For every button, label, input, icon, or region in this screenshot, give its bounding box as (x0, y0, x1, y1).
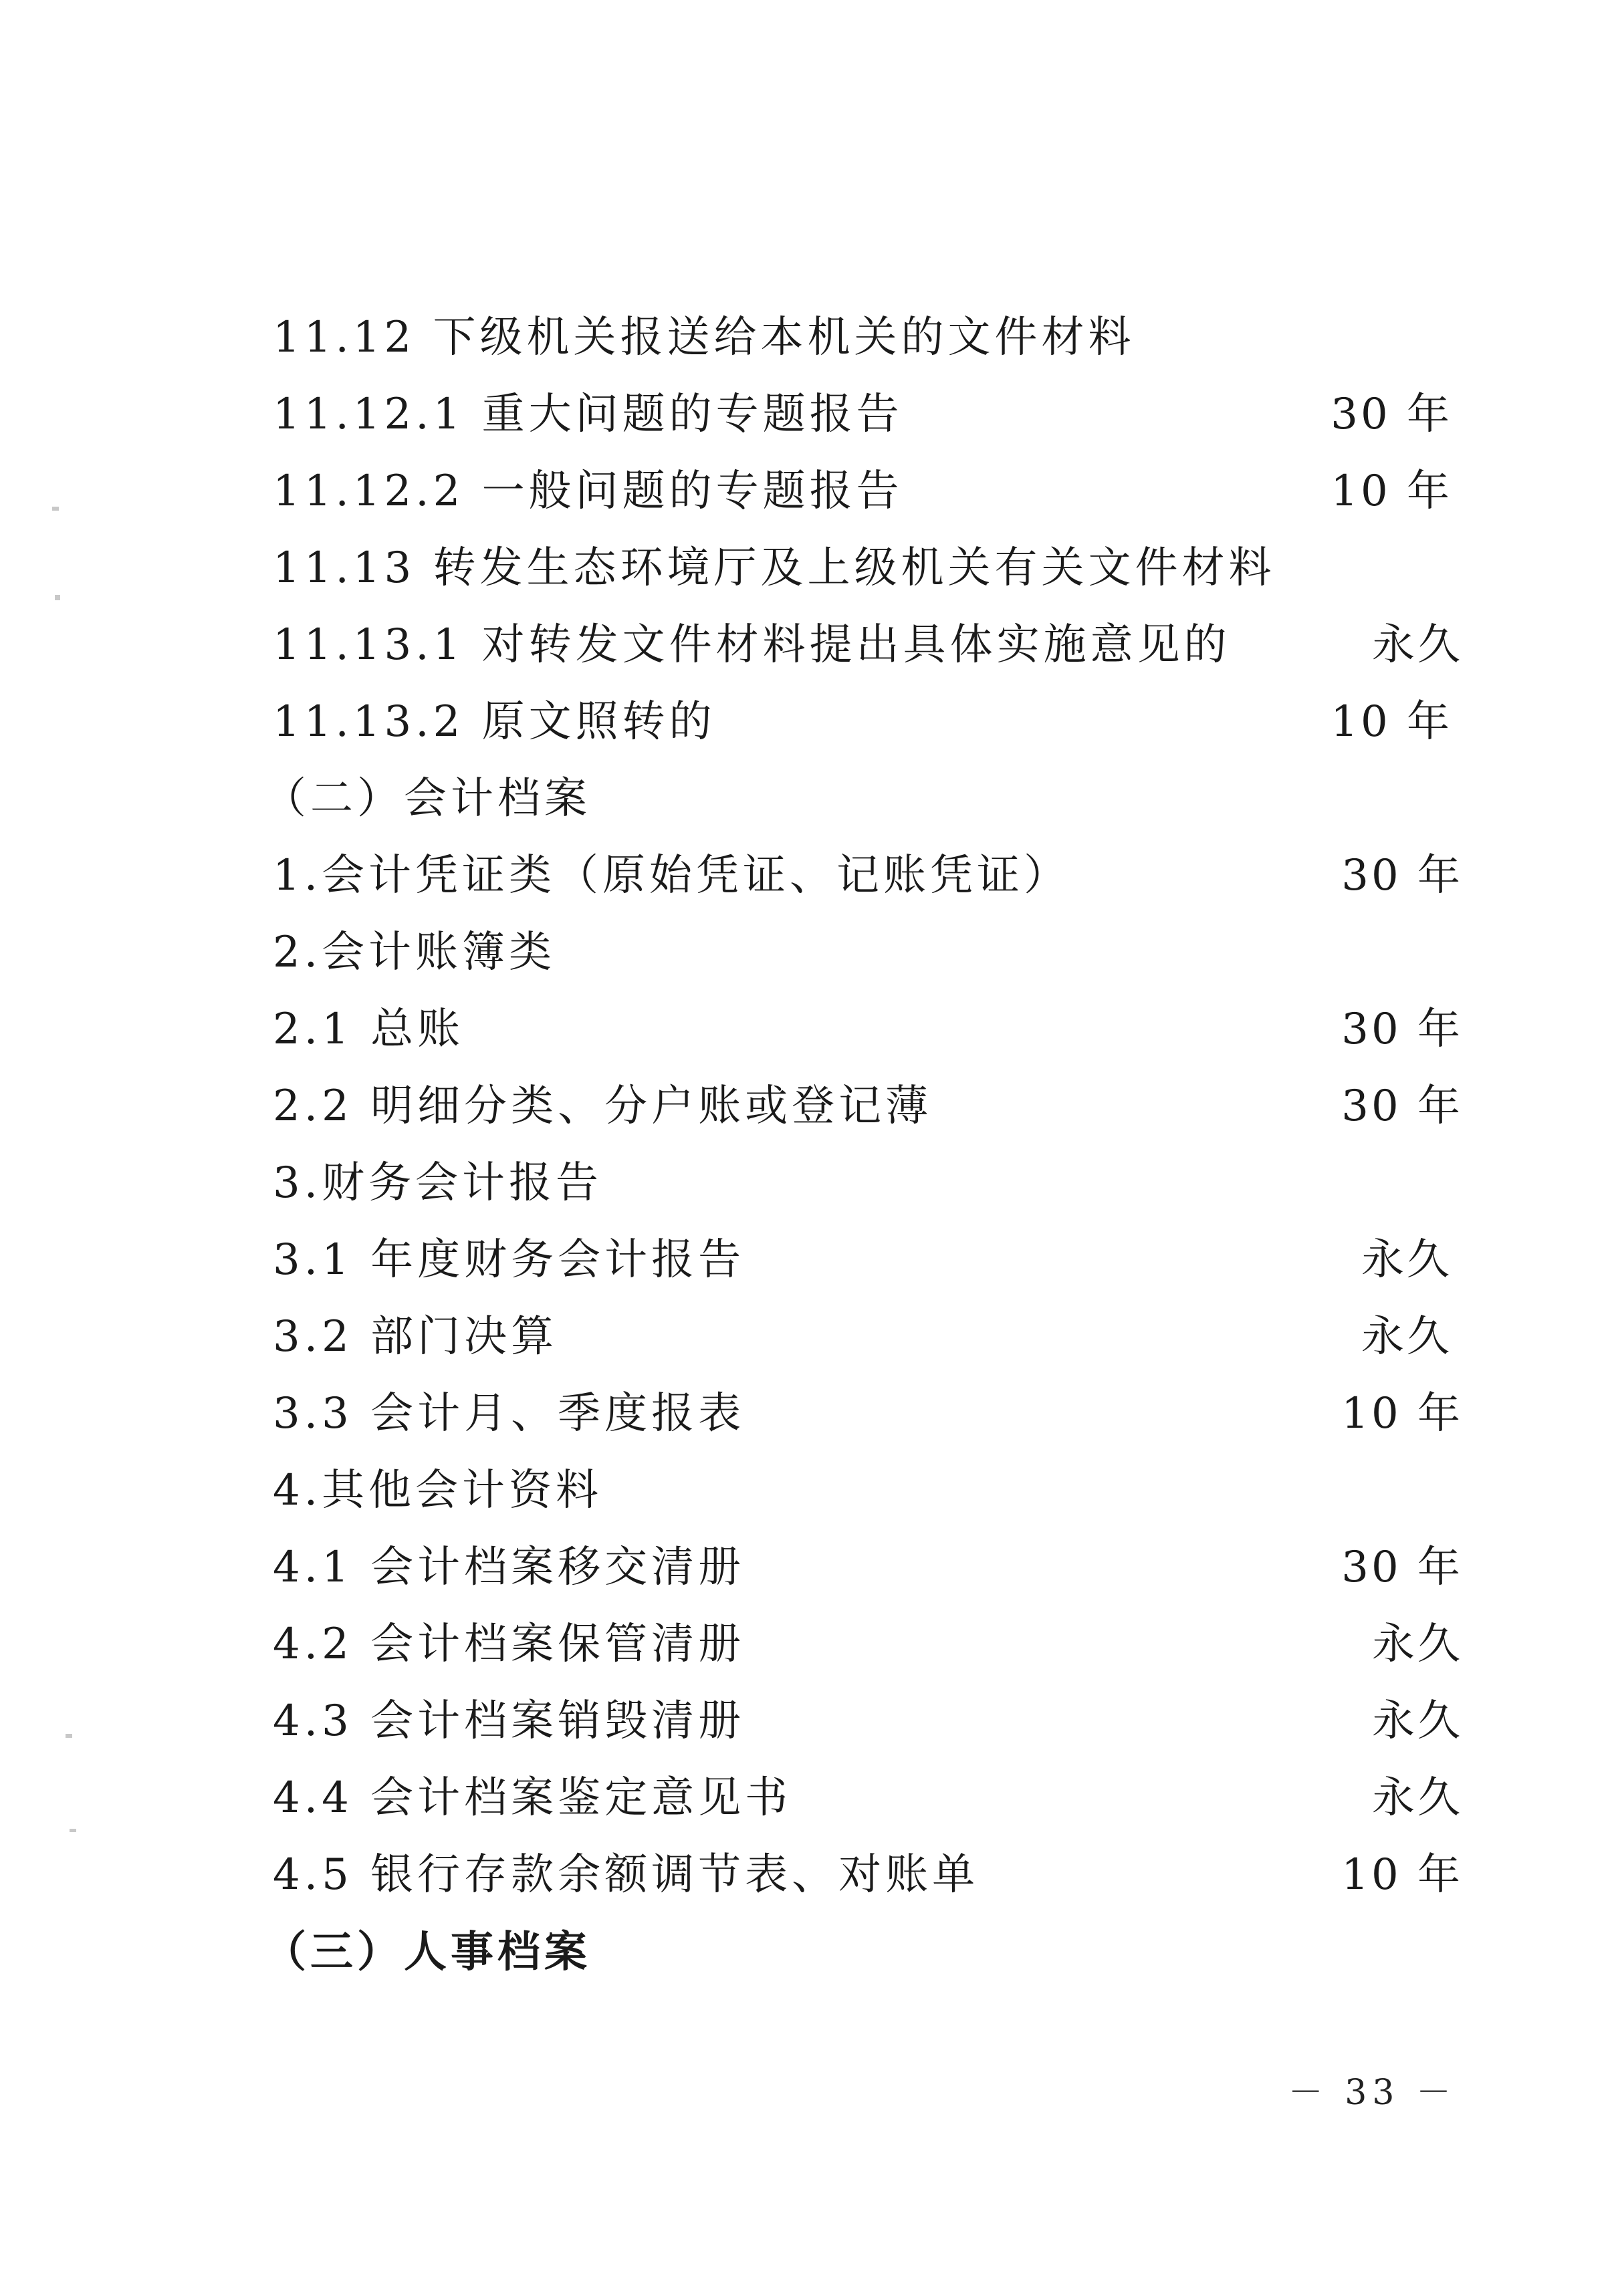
list-item (273, 1606, 1463, 1683)
retention-schedule-list (263, 299, 1463, 1991)
item-label: 2.会计账簿类 (273, 928, 556, 977)
item-label: 3.2 部门决算 (273, 1312, 558, 1362)
item-label: 11.13 转发生态环境厅及上级机关有关文件材料 (273, 543, 1276, 593)
retention-term: 30 年 (1341, 1543, 1463, 1592)
item-label: （二）会计档案 (263, 774, 591, 823)
item-label: 4.3 会计档案销毁清册 (273, 1696, 745, 1746)
list-item (273, 1299, 1463, 1376)
section-heading (273, 299, 1463, 376)
item-label: 3.1 年度财务会计报告 (273, 1235, 745, 1285)
retention-term: 永久 (1361, 1312, 1452, 1362)
item-label: 4.4 会计档案鉴定意见书 (273, 1773, 792, 1823)
retention-term: 永久 (1372, 1620, 1463, 1669)
list-item (273, 376, 1463, 453)
section-heading (273, 914, 1463, 991)
section-heading (263, 1914, 1463, 1991)
retention-term: 永久 (1372, 620, 1463, 670)
list-item (273, 1068, 1463, 1145)
section-heading (263, 761, 1463, 838)
list-item (273, 1760, 1463, 1837)
list-item (273, 1529, 1463, 1606)
item-label: 11.12 下级机关报送给本机关的文件材料 (273, 313, 1135, 362)
list-item (273, 1222, 1463, 1299)
list-item (273, 991, 1463, 1068)
retention-term: 10 年 (1331, 697, 1452, 747)
retention-term: 10 年 (1341, 1850, 1463, 1900)
retention-term: 30 年 (1331, 390, 1452, 439)
retention-term: 10 年 (1331, 467, 1452, 516)
retention-term: 10 年 (1341, 1389, 1463, 1438)
item-label: 11.12.1 重大问题的专题报告 (273, 390, 903, 439)
retention-term: 永久 (1372, 1696, 1463, 1746)
retention-term: 30 年 (1341, 1081, 1463, 1131)
item-label: （三）人事档案 (263, 1927, 591, 1977)
list-item (273, 1376, 1463, 1452)
list-item (273, 1837, 1463, 1914)
section-heading (273, 1145, 1463, 1222)
retention-term: 30 年 (1341, 1005, 1463, 1054)
section-heading (273, 1452, 1463, 1529)
item-label: 11.13.1 对转发文件材料提出具体实施意见的 (273, 620, 1231, 670)
item-label: 4.其他会计资料 (273, 1466, 603, 1515)
item-label: 1.会计凭证类（原始凭证、记账凭证） (273, 851, 1071, 900)
item-label: 11.12.2 一般问题的专题报告 (273, 467, 903, 516)
scan-margin-mark (66, 1734, 72, 1738)
scan-margin-mark (70, 1829, 76, 1832)
retention-term: 永久 (1372, 1773, 1463, 1823)
item-label: 2.1 总账 (273, 1005, 465, 1054)
list-item (273, 838, 1463, 914)
item-label: 11.13.2 原文照转的 (273, 697, 716, 747)
item-label: 2.2 明细分类、分户账或登记薄 (273, 1081, 933, 1131)
list-item (273, 1683, 1463, 1760)
list-item (273, 607, 1463, 684)
retention-term: 30 年 (1341, 851, 1463, 900)
list-item (273, 453, 1463, 530)
section-heading (273, 530, 1463, 607)
list-item (273, 684, 1463, 761)
item-label: 4.1 会计档案移交清册 (273, 1543, 745, 1592)
item-label: 3.3 会计月、季度报表 (273, 1389, 745, 1438)
scan-margin-mark (52, 507, 59, 511)
page-number: － 33 － (1288, 2073, 1456, 2113)
retention-term: 永久 (1361, 1235, 1452, 1285)
item-label: 4.2 会计档案保管清册 (273, 1620, 745, 1669)
item-label: 4.5 银行存款余额调节表、对账单 (273, 1850, 980, 1900)
scan-margin-mark (55, 595, 60, 600)
item-label: 3.财务会计报告 (273, 1158, 603, 1208)
